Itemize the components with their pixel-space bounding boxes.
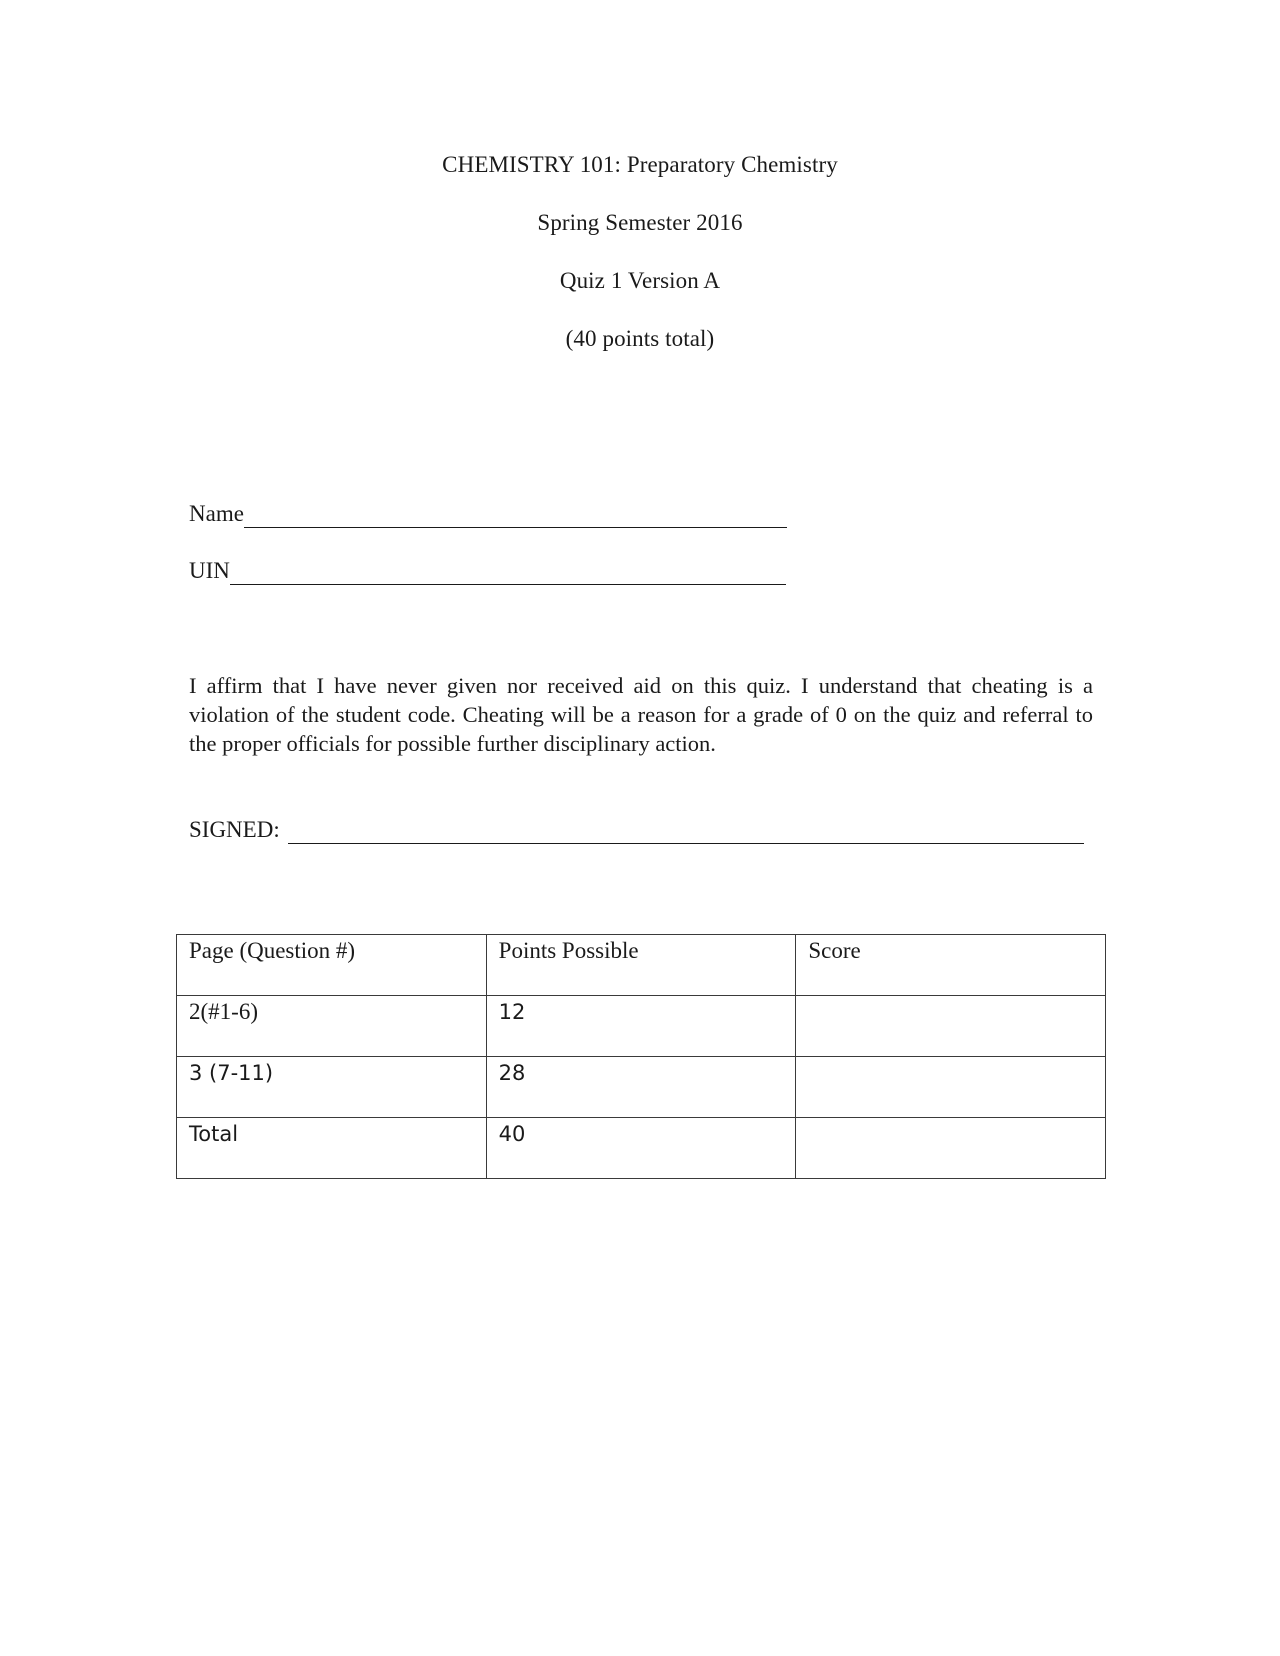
row-page: 2(#1-6)	[177, 996, 487, 1057]
row-score[interactable]	[796, 1057, 1106, 1118]
header-points-possible: Points Possible	[486, 935, 796, 996]
uin-field[interactable]	[189, 557, 786, 585]
row-page: Total	[177, 1118, 487, 1179]
uin-label: UIN	[189, 558, 230, 583]
row-score[interactable]	[796, 996, 1106, 1057]
row-points: 12	[486, 996, 796, 1057]
row-page: 3 (7-11)	[177, 1057, 487, 1118]
row-points: 40	[486, 1118, 796, 1179]
name-field[interactable]	[189, 500, 787, 528]
name-label: Name	[189, 501, 244, 526]
course-title: CHEMISTRY 101: Preparatory Chemistry	[442, 152, 838, 177]
points-total: (40 points total)	[565, 326, 715, 351]
row-score[interactable]	[796, 1118, 1106, 1179]
signature-blank-line[interactable]	[288, 821, 1084, 844]
signature-field[interactable]	[189, 816, 1084, 844]
name-blank-line[interactable]	[244, 505, 787, 528]
signed-label: SIGNED:	[189, 817, 280, 842]
header-score: Score	[796, 935, 1106, 996]
uin-blank-line[interactable]	[230, 562, 786, 585]
table-header-row	[177, 935, 1106, 996]
table-row	[177, 1057, 1106, 1118]
quiz-version: Quiz 1 Version A	[559, 268, 721, 293]
table-row	[177, 996, 1106, 1057]
honor-affirmation: I affirm that I have never given nor received aid on this quiz. I understand that cheating is a violation of the student code. Cheating will be a reason for a grade of 0 on the quiz and referral to the proper officials for possible further disciplinary action.	[189, 673, 1093, 756]
semester-line: Spring Semester 2016	[537, 210, 743, 235]
row-points: 28	[486, 1057, 796, 1118]
header-page: Page (Question #)	[177, 935, 487, 996]
table-row	[177, 1118, 1106, 1179]
score-table	[176, 934, 1106, 1179]
